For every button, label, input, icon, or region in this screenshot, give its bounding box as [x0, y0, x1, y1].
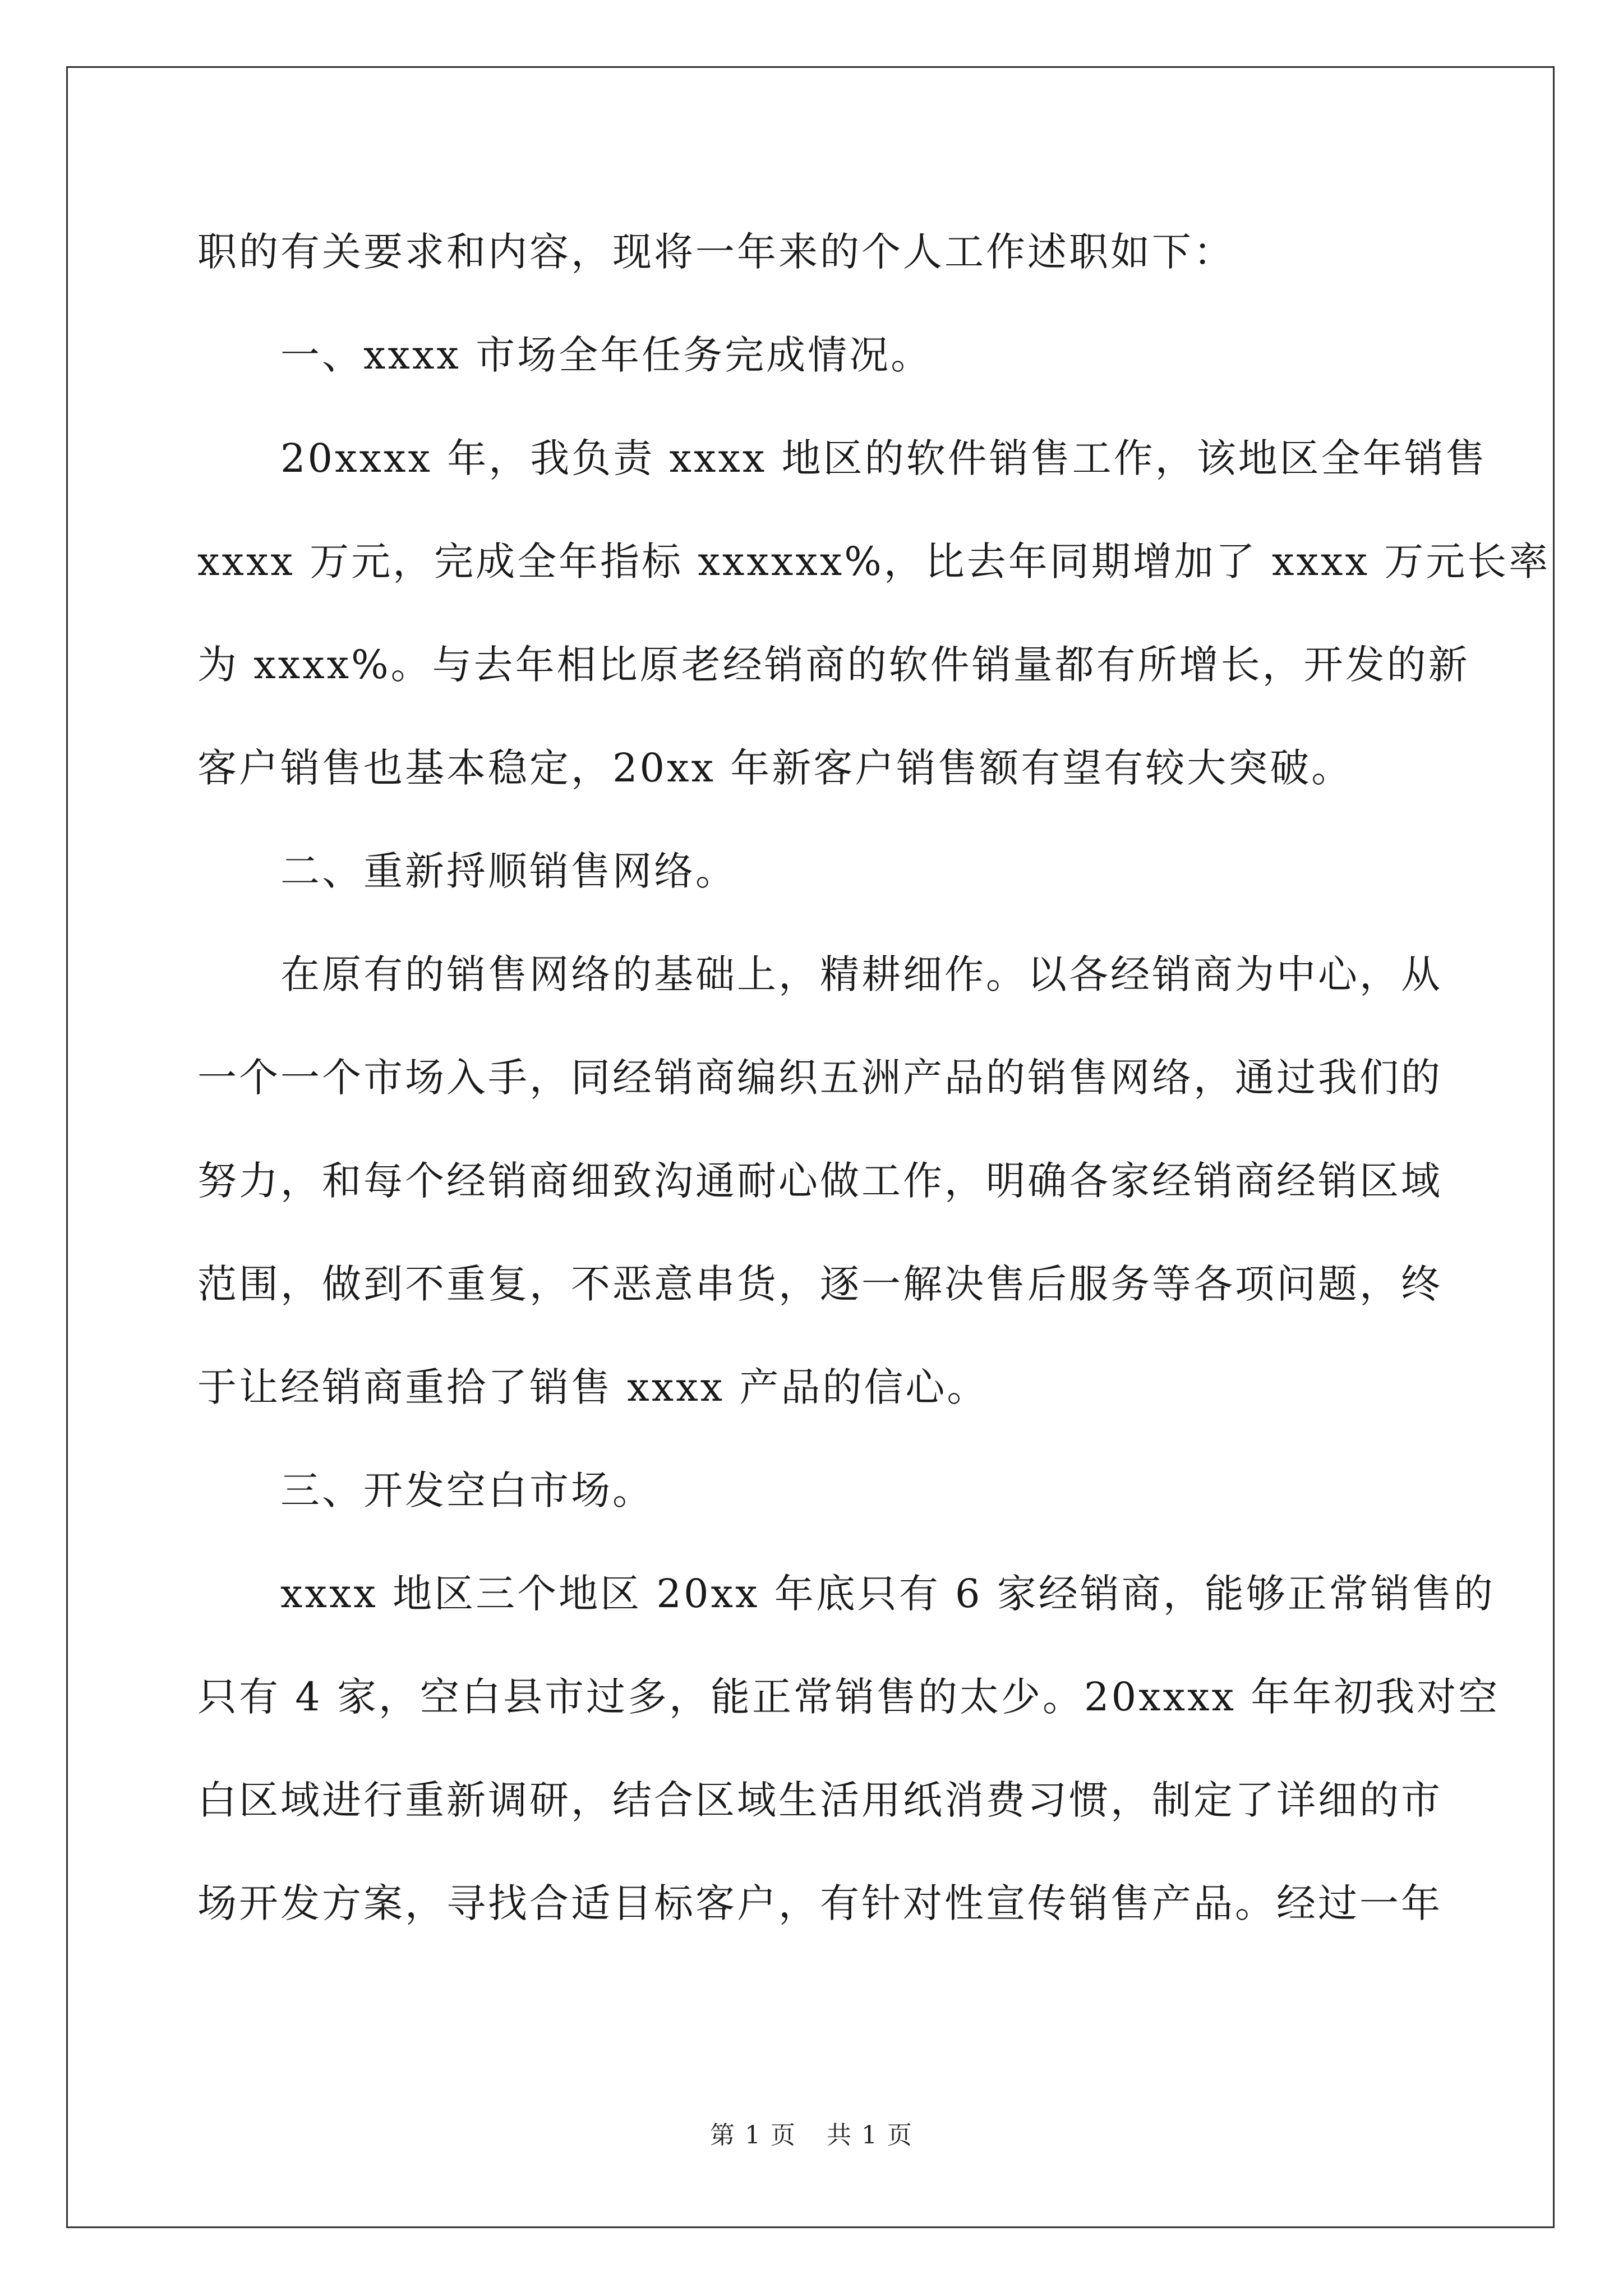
text-line-11: 范围，做到不重复，不恶意串货，逐一解决售后服务等各项问题，终: [197, 1261, 1442, 1307]
section-heading-2: 二、重新捋顺销售网络。: [280, 848, 737, 894]
document-body: [197, 215, 1551, 1970]
text-line-12: 于让经销商重拾了销售 xxxx 产品的信心。: [197, 1364, 989, 1410]
text-line-8: 在原有的销售网络的基础上，精耕细作。以各经销商为中心，从: [280, 951, 1442, 997]
text-line-6: 客户销售也基本稳定，20xx 年新客户销售额有望有较大突破。: [197, 745, 1353, 791]
section-heading-1: 一、xxxx 市场全年任务完成情况。: [280, 332, 933, 378]
page-total: 共 1 页: [827, 2121, 913, 2150]
text-line-15: 只有 4 家，空白县市过多，能正常销售的太少。20xxxx 年年初我对空: [197, 1674, 1500, 1720]
text-line-17: 场开发方案，寻找合适目标客户，有针对性宣传销售产品。经过一年: [197, 1880, 1442, 1926]
page-number: 第 1 页: [710, 2121, 796, 2150]
text-line-5: 为 xxxx%。与去年相比原老经销商的软件销量都有所增长，开发的新: [197, 642, 1470, 688]
text-line-16: 白区域进行重新调研，结合区域生活用纸消费习惯，制定了详细的市: [197, 1777, 1442, 1823]
text-line-10: 努力，和每个经销商细致沟通耐心做工作，明确各家经销商经销区域: [197, 1158, 1442, 1204]
text-line-4: xxxx 万元，完成全年指标 xxxxxx%，比去年同期增加了 xxxx 万元长率: [197, 539, 1551, 585]
page-footer: [0, 2115, 1623, 2151]
text-line-3: 20xxxx 年，我负责 xxxx 地区的软件销售工作，该地区全年销售: [280, 435, 1487, 481]
text-line-1: 职的有关要求和内容，现将一年来的个人工作述职如下：: [197, 229, 1235, 275]
section-heading-3: 三、开发空白市场。: [280, 1467, 654, 1513]
text-line-9: 一个一个市场入手，同经销商编织五洲产品的销售网络，通过我们的: [197, 1055, 1442, 1101]
text-line-14: xxxx 地区三个地区 20xx 年底只有 6 家经销商，能够正常销售的: [280, 1571, 1495, 1617]
